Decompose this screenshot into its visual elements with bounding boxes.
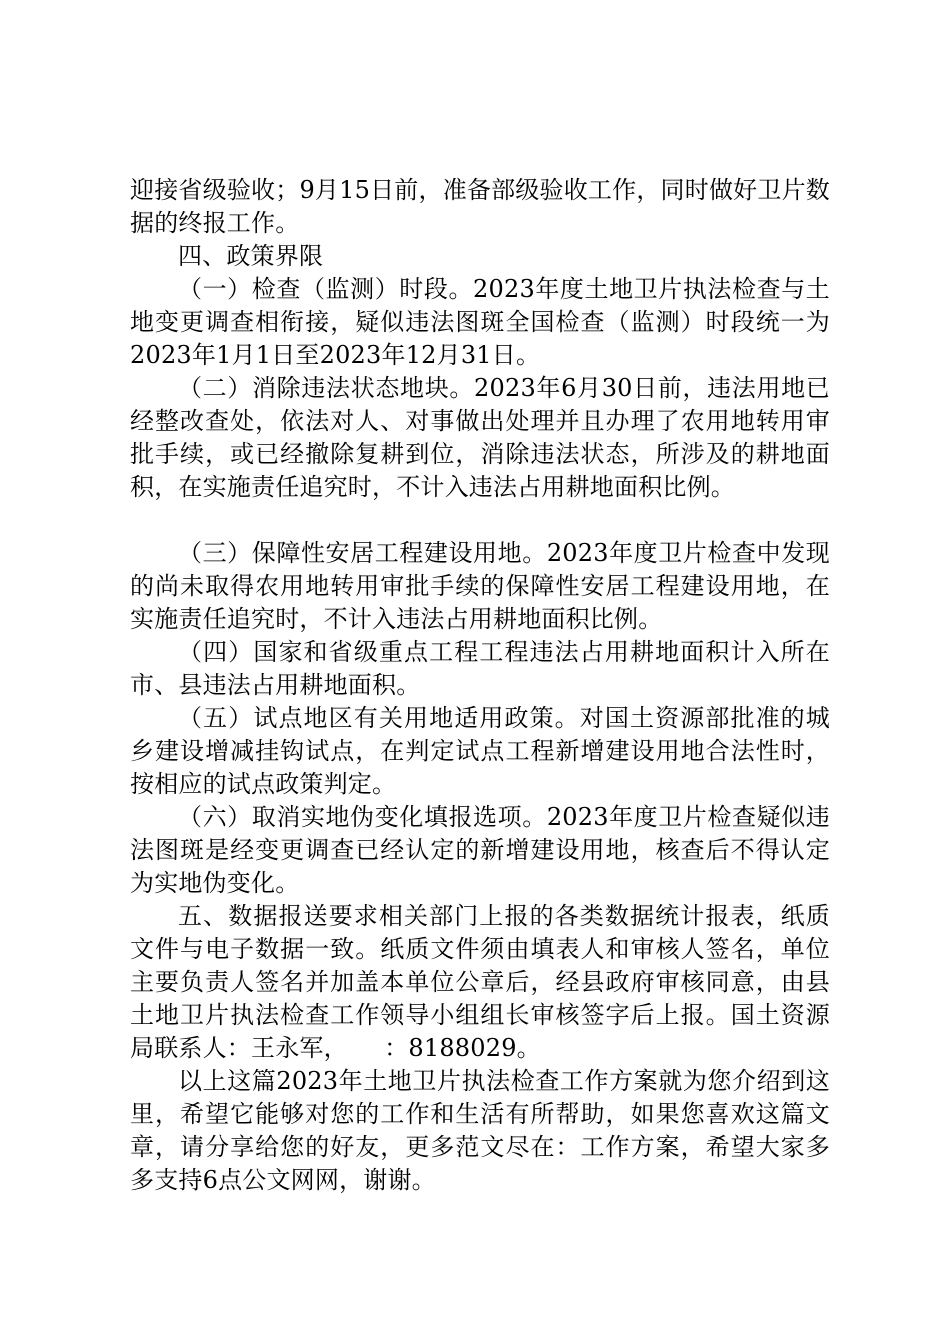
paragraph-cancel-false-change: （六）取消实地伪变化填报选项。2023年度卫片检查疑似违法图斑是经变更调查已经认定的新增建设用地，核查后不得认定为实地伪变化。 <box>130 803 830 897</box>
paragraph-pilot-areas: （五）试点地区有关用地适用政策。对国土资源部批准的城乡建设增减挂钩试点，在判定试点工程新增建设用地合法性时，按相应的试点政策判定。 <box>130 704 830 798</box>
paragraph-key-projects: （四）国家和省级重点工程工程违法占用耕地面积计入所在市、县违法占用耕地面积。 <box>130 638 830 699</box>
paragraph-closing-note: 以上这篇2023年土地卫片执法检查工作方案就为您介绍到这里，希望它能够对您的工作和生活有所帮助，如果您喜欢这篇文章，请分享给您的好友，更多范文尽在：工作方案，希望大家多多支持6点公文网网，谢谢。 <box>130 1067 830 1194</box>
paragraph-affordable-housing: （三）保障性安居工程建设用地。2023年度卫片检查中发现的尚未取得农用地转用审批手续的保障性安居工程建设用地，在实施责任追究时，不计入违法占用耕地面积比例。 <box>130 539 830 633</box>
paragraph-gap <box>130 504 830 537</box>
section-heading-policy-limits: 四、政策界限 <box>178 242 324 270</box>
paragraph-acceptance-continuation: 迎接省级验收；9月15日前，准备部级验收工作，同时做好卫片数据的终报工作。 <box>130 176 830 237</box>
paragraph-inspection-period: （一）检查（监测）时段。2023年度土地卫片执法检查与土地变更调查相衔接，疑似违法图斑全国检查（监测）时段统一为2023年1月1日至2023年12月31日。 <box>130 275 830 369</box>
paragraph-eliminated-violations: （二）消除违法状态地块。2023年6月30日前，违法用地已经整改查处，依法对人、对事做出处理并且办理了农用地转用审批手续，或已经撤除复耕到位，消除违法状态，所涉及的耕地面积，在实施责任追究时，不计入违法占用耕地面积比例。 <box>130 374 830 501</box>
paragraph-data-reporting: 五、数据报送要求相关部门上报的各类数据统计报表，纸质文件与电子数据一致。纸质文件须由填表人和审核人签名，单位主要负责人签名并加盖本单位公章后，经县政府审核同意，由县土地卫片执法检查工作领导小组组长审核签字后上报。国土资源局联系人：王永军， ：8188029。 <box>130 902 830 1062</box>
document-body <box>130 174 830 1197</box>
